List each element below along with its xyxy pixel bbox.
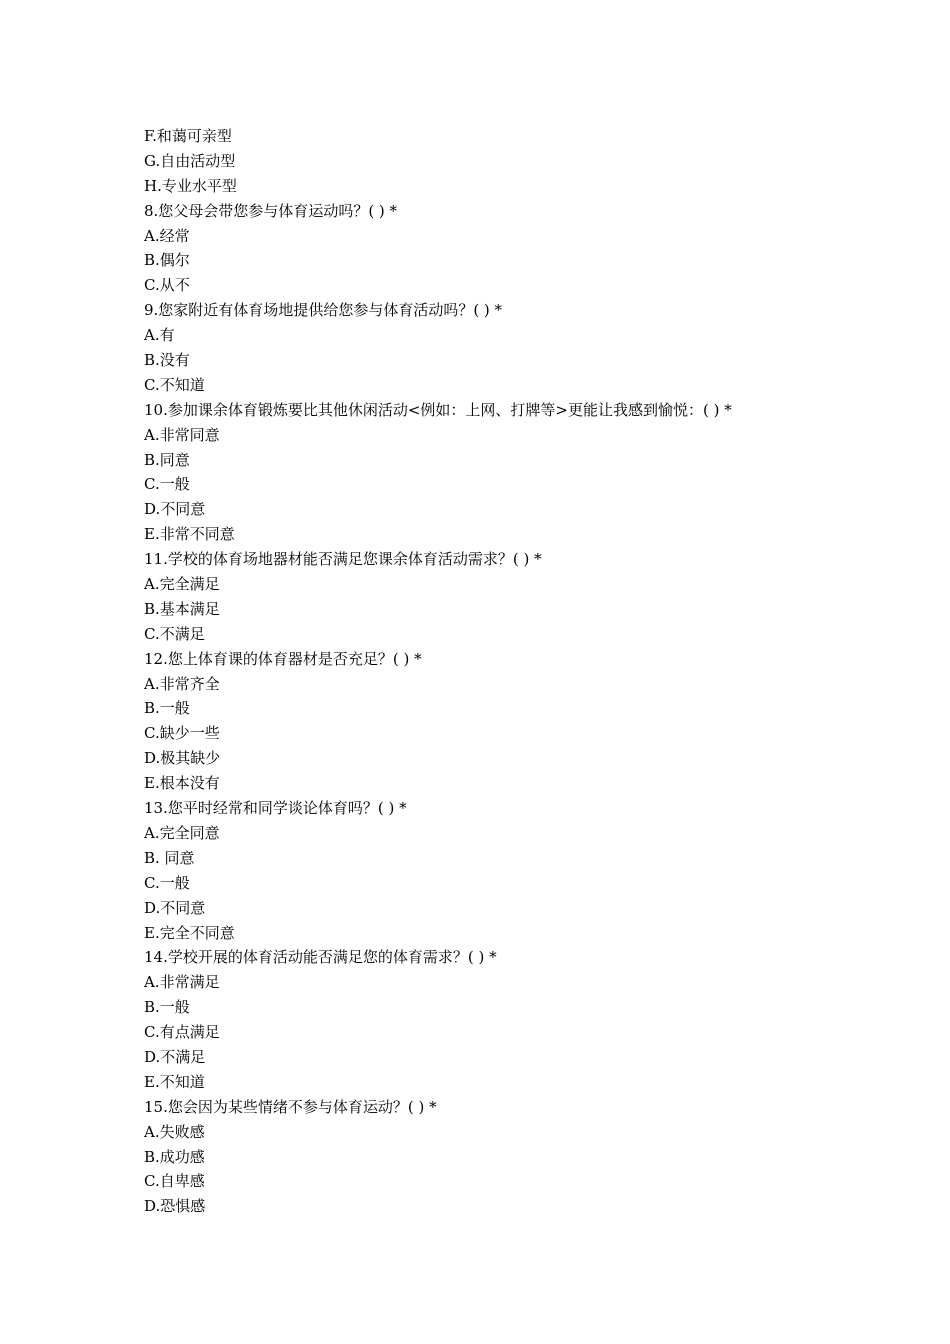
option-line: C.自卑感 bbox=[144, 1172, 205, 1191]
option-line: C.缺少一些 bbox=[144, 724, 220, 743]
option-line: B. 同意 bbox=[144, 848, 195, 867]
question-line: 12.您上体育课的体育器材是否充足？( ) * bbox=[144, 649, 422, 668]
question-line: 9.您家附近有体育场地提供给您参与体育活动吗？( ) * bbox=[144, 301, 503, 320]
option-line: A.非常满足 bbox=[144, 973, 220, 992]
option-line: B.同意 bbox=[144, 450, 190, 469]
question-line: 10.参加课余体育锻炼要比其他休闲活动<例如：上网、打牌等>更能让我感到愉悦：( ) * bbox=[144, 400, 732, 419]
option-line: E.根本没有 bbox=[144, 774, 220, 793]
option-line: H.专业水平型 bbox=[144, 176, 237, 195]
option-line: D.不同意 bbox=[144, 898, 206, 917]
question-line: 13.您平时经常和同学谈论体育吗？( ) * bbox=[144, 799, 407, 818]
option-line: A.非常同意 bbox=[144, 425, 220, 444]
option-line: A.完全满足 bbox=[144, 575, 220, 594]
question-line: 8.您父母会带您参与体育运动吗？( ) * bbox=[144, 201, 398, 220]
option-line: C.不知道 bbox=[144, 375, 205, 394]
option-line: C.一般 bbox=[144, 873, 190, 892]
question-line: 14.学校开展的体育活动能否满足您的体育需求？( ) * bbox=[144, 948, 497, 967]
option-line: B.没有 bbox=[144, 351, 190, 370]
option-line: A.非常齐全 bbox=[144, 674, 220, 693]
option-line: D.不同意 bbox=[144, 500, 206, 519]
option-line: B.一般 bbox=[144, 998, 190, 1017]
question-line: 11.学校的体育场地器材能否满足您课余体育活动需求？( ) * bbox=[144, 550, 542, 569]
option-line: E.完全不同意 bbox=[144, 923, 235, 942]
option-line: C.不满足 bbox=[144, 624, 205, 643]
option-line: B.偶尔 bbox=[144, 251, 190, 270]
option-line: G.自由活动型 bbox=[144, 151, 236, 170]
option-line: F.和蔼可亲型 bbox=[144, 127, 232, 145]
option-line: E.不知道 bbox=[144, 1072, 205, 1091]
option-line: D.极其缺少 bbox=[144, 749, 221, 768]
option-line: A.失败感 bbox=[144, 1122, 205, 1141]
option-line: A.经常 bbox=[144, 226, 190, 245]
option-line: D.不满足 bbox=[144, 1047, 206, 1066]
question-line: 15.您会因为某些情绪不参与体育运动？( ) * bbox=[144, 1097, 437, 1116]
option-line: D.恐惧感 bbox=[144, 1197, 206, 1216]
option-line: A.有 bbox=[144, 326, 175, 345]
questionnaire-body bbox=[144, 124, 844, 1219]
option-line: B.一般 bbox=[144, 699, 190, 718]
option-line: B.成功感 bbox=[144, 1147, 205, 1166]
option-line: C.从不 bbox=[144, 276, 190, 295]
option-line: B.基本满足 bbox=[144, 599, 220, 618]
option-line: C.一般 bbox=[144, 475, 190, 494]
option-line: C.有点满足 bbox=[144, 1023, 220, 1042]
option-line: A.完全同意 bbox=[144, 823, 220, 842]
option-line: E.非常不同意 bbox=[144, 525, 235, 544]
